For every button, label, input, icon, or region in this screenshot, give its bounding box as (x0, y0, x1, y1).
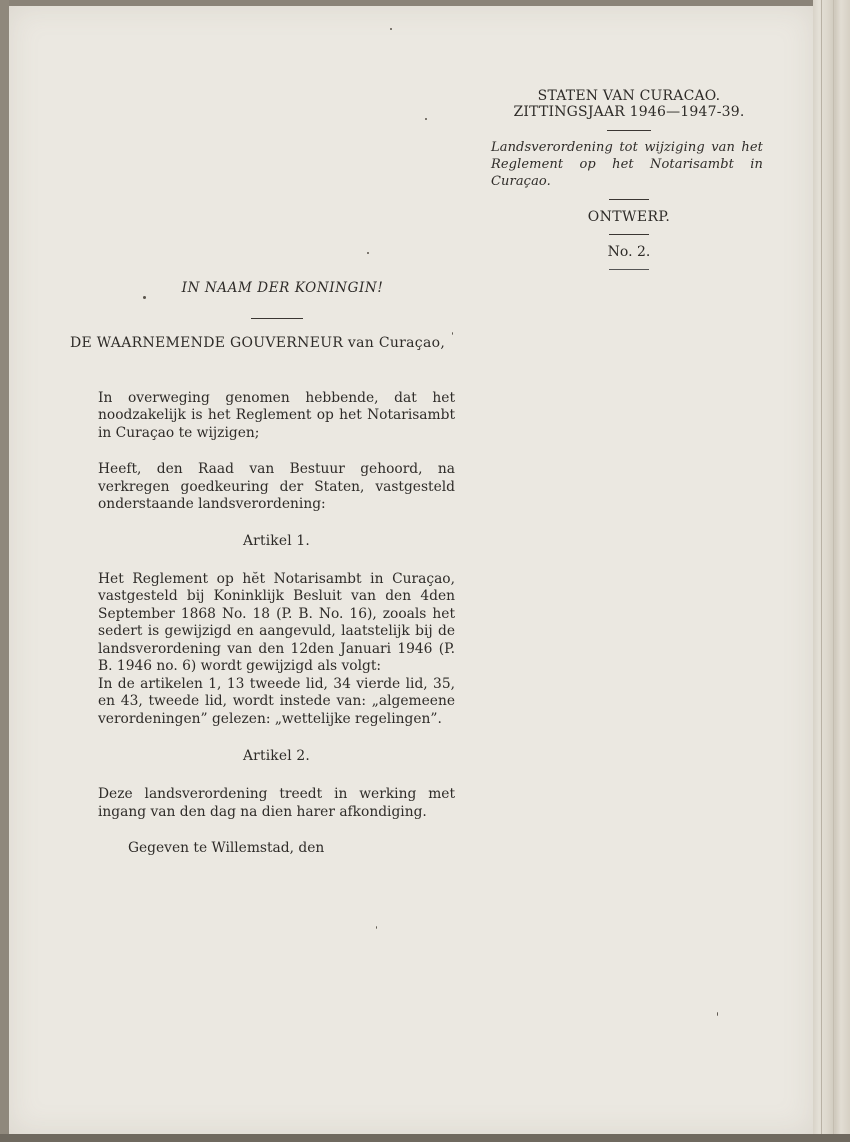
article-1 (98, 571, 455, 729)
royal-invocation: IN NAAM DER KONINGIN! (181, 280, 384, 296)
document-header (479, 88, 779, 270)
invocation-divider (251, 318, 303, 319)
parliament-title: STATEN VAN CURACAO. (537, 88, 721, 104)
ordinance-body (70, 280, 455, 856)
article-2-heading: Artikel 2. (242, 748, 310, 764)
enactment-clause (98, 461, 455, 514)
article-2 (98, 786, 455, 821)
signoff-line: Gegeven te Willemstad, den (128, 840, 325, 856)
page-fold-line-secondary (833, 0, 834, 1142)
considering-paragraph: In overweging genomen hebbende, dat het noodzakelijk is het Reglement op het Notarisambt in Curaçao te wijzigen; (98, 389, 455, 441)
article-1-amendment: In de artikelen 1, 13 tweede lid, 34 vierde lid, 35, en 43, tweede lid, wordt instede van: „algemeene verordeningen” gelezen: „wettelijke regelingen”. (98, 675, 455, 727)
number-divider (609, 269, 649, 270)
document-number: No. 2. (607, 244, 651, 260)
considering-text (98, 372, 455, 442)
scan-bottom-border (0, 1134, 850, 1142)
session-year: ZITTINGSJAAR 1946—1947-39. (513, 104, 745, 120)
issuing-authority: DE WAARNEMENDE GOUVERNEUR van Curaçao, (70, 335, 446, 351)
page-fold-line (821, 0, 822, 1142)
article-1-heading: Artikel 1. (242, 532, 310, 549)
ordinance-subject: Landsverordening tot wijziging van het Reglement op het Notarisambt in Curaçao. (491, 140, 763, 189)
article-1-text: Het Reglement op hĕt Notarisambt in Curaçao, vastgesteld bij Koninklijk Besluit van den 4den September 1868 No. 18 (P. B. No. 16), zooals het sedert is gewijzigd en aangevuld, laatstelijk bij de landsverordening van den 12den Januari 1946 (P. B. 1946 no. 6) wordt gewijzigd als volgt: (98, 570, 455, 674)
header-divider (607, 130, 651, 131)
scan-right-border (813, 0, 850, 1142)
considering-clause (98, 372, 455, 442)
scan-left-border (0, 0, 9, 1142)
draft-divider (609, 234, 649, 235)
enactment-paragraph: Heeft, den Raad van Bestuur gehoord, na verkregen goedkeuring der Staten, vastgesteld onderstaande landsverordening: (98, 461, 455, 512)
draft-label: ONTWERP. (587, 209, 671, 225)
subject-divider (609, 199, 649, 200)
document-page (9, 6, 813, 1134)
article-2-text: Deze landsverordening treedt in werking met ingang van den dag na dien harer afkondiging. (98, 786, 455, 820)
